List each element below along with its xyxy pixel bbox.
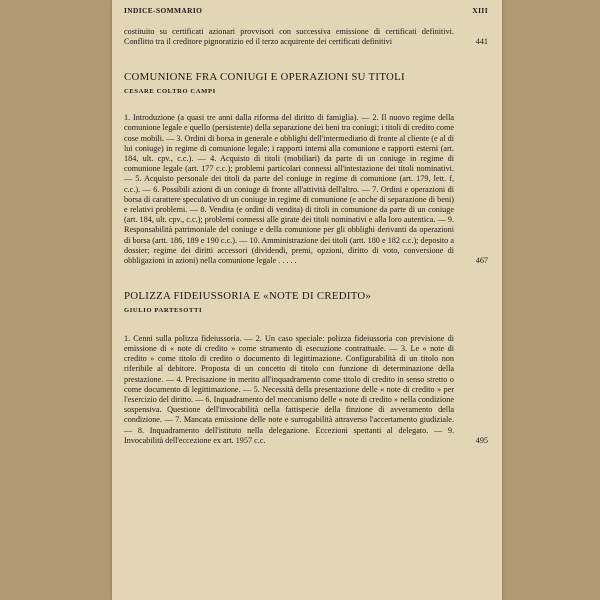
table-of-contents [124,27,488,446]
entry-author: CESARE COLTRO CAMPI [124,87,216,95]
section-title: INDICE-SOMMARIO [124,6,203,15]
entry-summary: 1. Introduzione (a quasi tre anni dalla riforma del diritto di famiglia). — 2. Il nuovo regime della comunione legale e quello (persistente) della separazione dei beni tra coniugi; i titoli di credito come cose mobili. — 3. Ordini di borsa in generale e obblighi dell'intermediario di fronte al cliente (e al di lui coniuge) in regime di comunione legale; i rapporti interni alla comunione e rapporti esterni (art. 184, ult. cpv., c.c.). — 4. Acquisto di titoli (mobiliari) da parte di un coniuge in regime di comunione legale (art. 177 c.c.); problemi particolari connessi all'intestazione dei titoli nominativi. — 5. Acquisto personale dei titoli da parte del coniuge in regime di comunione (art. 179, lett. f, c.c.). — 6. Possibili azioni di un coniuge di fronte all'attività dell'altro. — 7. Ordini e operazioni di borsa di carattere speculativo di un coniuge in regime di comunione (e anche di separazione di beni) e relativi problemi. — 8. Vendita (e ordini di vendita) di titoli in comunione da parte di un coniuge (art. 184, ult. cpv., c.c.); problemi connessi alle girate dei titoli nominativi e alla loro autentica. — 9. Responsabilità patrimoniale del coniuge e della comunione per gli obblighi derivanti da operazioni di borsa (artt. 186, 189 e 190 c.c.). — 10. Amministrazione dei titoli (artt. 180 e 182 c.c.); deposito a dossier; regime dei diritti accessori (dividendi, premi, opzioni, diritto di voto, conversione di obbligazioni in azioni) nella comunione legale . . . . . [124,113,454,265]
toc-entry-polizza [124,290,488,446]
entry-author: GIULIO PARTESOTTI [124,306,203,314]
entry-page-number: 441 [475,37,488,47]
entry-page-number: 495 [475,435,488,445]
toc-entry-comunione [124,71,488,266]
entry-page-number: 467 [475,255,488,265]
entry-title: POLIZZA FIDEIUSSORIA E «NOTE DI CREDITO» [124,290,372,303]
book-page [112,0,502,600]
toc-entry-continued [124,27,488,47]
entry-summary: 1. Cenni sulla polizza fideiussoria. — 2. Un caso speciale: polizza fideiussoria con previsione di emissione di « note di credito » come strumento di esecuzione contrattuale. — 3. Le « note di credito » come titolo di credito o documento di legittimazione. Configurabilità di un titolo non riferibile al debitore. Proposta di un concetto di titolo con funzione di determinazione della prestazione. — 4. Precisazione in merito all'inquadramento come titolo di credito in senso stretto o come documento di legittimazione. — 5. Necessità della presentazione delle « note di credito » per l'esercizio del diritto. — 6. Inquadramento del meccanismo delle « note di credito » nella condizione sospensiva. Questione dell'invocabilità nella fattispecie della finzione di avveramento della condizione. — 7. Mancata emissione delle note e surrogabilità attraverso l'accertamento giudiziale. — 8. Inquadramento dell'istituto nella delegazione. Eccezioni spettanti al delegato. — 9. Invocabilità dell'eccezione ex art. 1957 c.c. [124,333,454,445]
page-number: XIII [472,6,488,15]
entry-title: COMUNIONE FRA CONIUGI E OPERAZIONI SU TITOLI [124,71,405,84]
entry-summary: costituito su certificati azionari provvisori con successiva emissione di certificati definitivi. Conflitto tra il creditore pignoratizio ed il terzo acquirente dei certificati definitivi [124,27,454,47]
running-head [124,6,488,18]
